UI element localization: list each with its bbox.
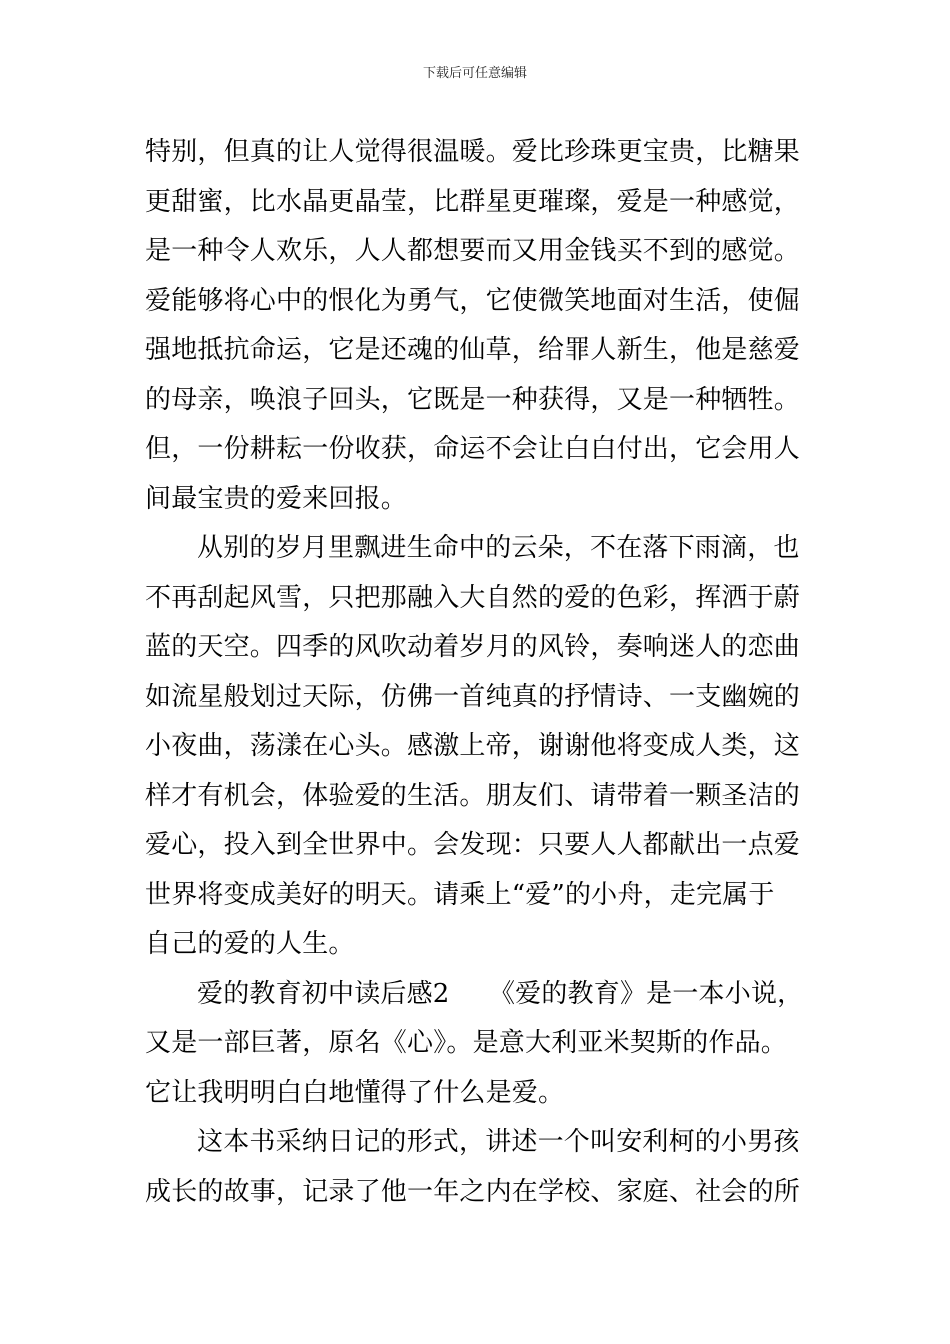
text-line: 爱心，投入到全世界中。会发现：只要人人都献出一点爱	[145, 830, 801, 860]
text-line: 蓝的天空。四季的风吹动着岁月的风铃，奏响迷人的恋曲	[145, 632, 801, 662]
text-line: 自己的爱的人生。	[145, 929, 355, 959]
text-line: 特别，但真的让人觉得很温暖。爱比珍珠更宝贵，比糖果	[145, 137, 801, 167]
page-header: 下载后可任意编辑	[422, 66, 527, 81]
text-line: 成长的故事，记录了他一年之内在学校、家庭、社会的所	[145, 1176, 801, 1207]
text-line: 从别的岁月里飘进生命中的云朵，不在落下雨滴，也	[197, 533, 800, 563]
text-line: 但，一份耕耘一份收获，命运不会让白白付出，它会用人	[145, 434, 801, 464]
text-line: 爱能够将心中的恨化为勇气，它使微笑地面对生活，使倔	[145, 285, 801, 316]
text-line: 样才有机会，体验爱的生活。朋友们、请带着一颗圣洁的	[145, 780, 801, 811]
text-line: 的母亲，唤浪子回头，它既是一种获得，又是一种牺牲。	[145, 384, 801, 415]
text-line: 爱的教育初中读后感2 《爱的教育》是一本小说，	[197, 978, 804, 1009]
text-line: 又是一部巨著，原名《心》。是意大利亚米契斯的作品。	[145, 1028, 788, 1058]
text-line: 这本书采纳日记的形式，讲述一个叫安利柯的小男孩	[197, 1127, 800, 1157]
text-line: 间最宝贵的爱来回报。	[145, 483, 408, 514]
text-line: 更甜蜜，比水晶更晶莹，比群星更璀璨，爱是一种感觉，	[145, 186, 801, 217]
text-line: 小夜曲，荡漾在心头。感激上帝，谢谢他将变成人类，这	[145, 731, 801, 761]
text-line: 不再刮起风雪，只把那融入大自然的爱的色彩，挥洒于蔚	[145, 582, 801, 613]
text-line: 是一种令人欢乐，人人都想要而又用金钱买不到的感觉。	[145, 236, 801, 266]
text-line: 世界将变成美好的明天。请乘上“爱”的小舟，走完属于	[145, 879, 775, 910]
text-line: 如流星般划过天际，仿佛一首纯真的抒情诗、一支幽婉的	[145, 681, 801, 712]
text-line: 强地抵抗命运，它是还魂的仙草，给罪人新生，他是慈爱	[145, 335, 801, 365]
text-line: 它让我明明白白地懂得了什么是爱。	[145, 1077, 565, 1108]
document-body	[145, 128, 815, 1217]
